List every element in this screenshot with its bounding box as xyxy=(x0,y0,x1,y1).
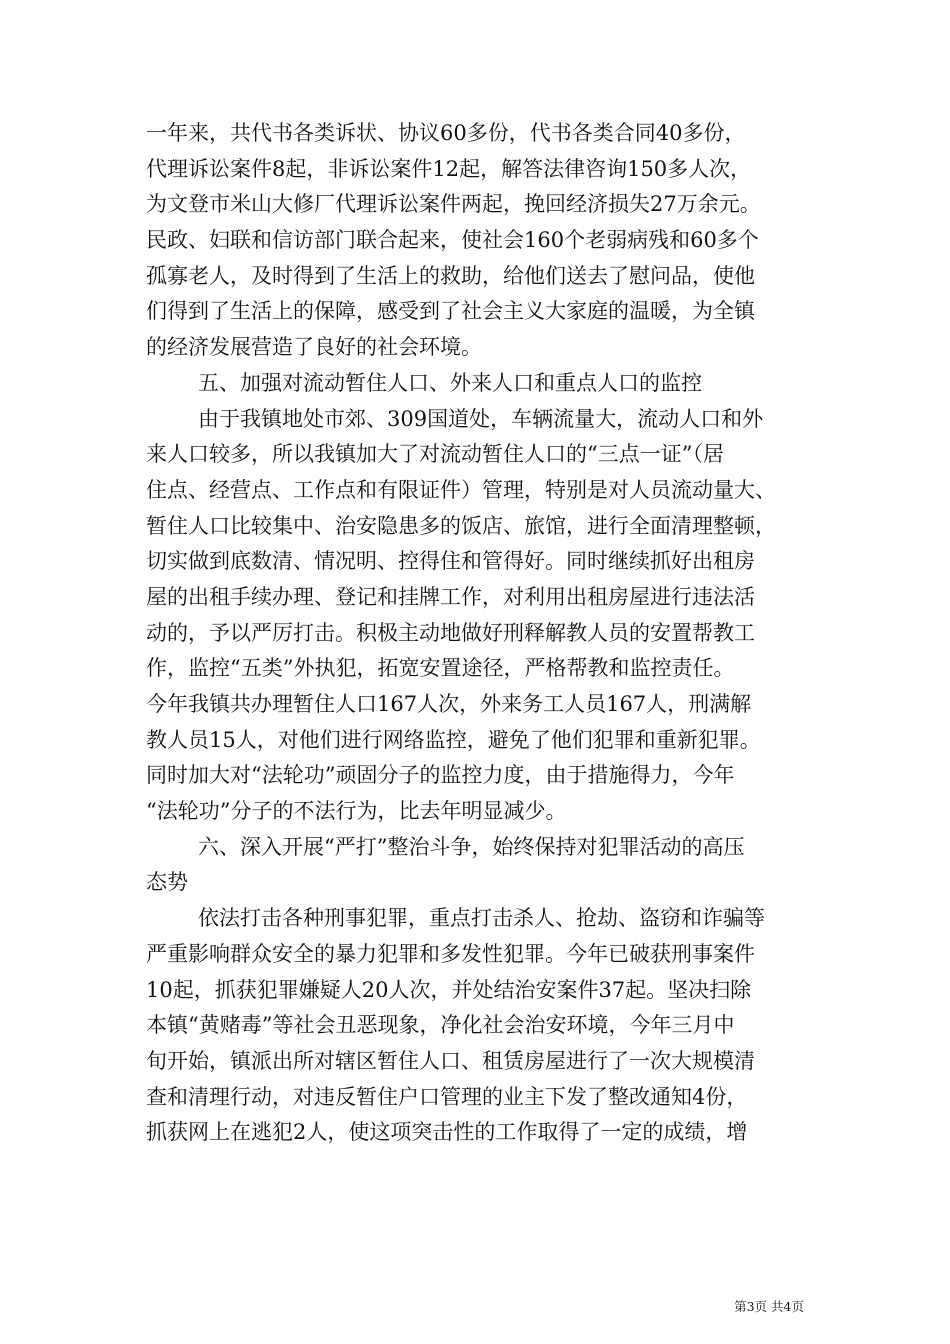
text-line: 为文登市米山大修厂代理诉讼案件两起，挽回经济损失27万余元。 xyxy=(146,192,761,217)
text-line: 10起，抓获犯罪嫌疑人20人次，并处结治安案件37起。坚决扫除 xyxy=(146,977,752,1002)
document-body xyxy=(146,116,822,1151)
text-line: 切实做到底数清、情况明、控得住和管得好。同时继续抓好出租房 xyxy=(146,549,755,574)
text-line: 抓获网上在逃犯2人，使这项突击性的工作取得了一定的成绩，增 xyxy=(146,1120,748,1145)
text-line: “法轮功”分子的不法行为，比去年明显减少。 xyxy=(146,799,567,824)
text-line: 同时加大对“法轮功”顽固分子的监控力度，由于措施得力，今年 xyxy=(146,763,735,788)
text-line: 屋的出租手续办理、登记和挂牌工作，对利用出租房屋进行违法活 xyxy=(146,584,755,609)
text-line: 查和清理行动，对违反暂住户口管理的业主下发了整改通知4份， xyxy=(146,1084,748,1109)
text-line: 民政、妇联和信访部门联合起来，使社会160个老弱病残和60多个 xyxy=(146,228,759,253)
text-line: 住点、经营点、工作点和有限证件）管理，特别是对人员流动量大、 xyxy=(146,477,776,502)
text-line: 旬开始，镇派出所对辖区暂住人口、租赁房屋进行了一次大规模清 xyxy=(146,1048,755,1073)
paragraph-start-line: 由于我镇地处市郊、309国道处，车辆流量大，流动人口和外 xyxy=(198,406,764,431)
text-line: 孤寡老人，及时得到了生活上的救助，给他们送去了慰问品，使他 xyxy=(146,263,755,288)
text-line: 今年我镇共办理暂住人口167人次，外来务工人员167人，刑满解 xyxy=(146,692,752,716)
text-line: 的经济发展营造了良好的社会环境。 xyxy=(146,335,482,360)
text-line: 动的，予以严厉打击。积极主动地做好刑释解教人员的安置帮教工 xyxy=(146,620,755,645)
text-line: 一年来，共代书各类诉状、协议60多份，代书各类合同40多份， xyxy=(146,121,746,145)
paragraph-start-line: 依法打击各种刑事犯罪，重点打击杀人、抢劫、盗窃和诈骗等 xyxy=(198,906,765,931)
text-line: 们得到了生活上的保障，感受到了社会主义大家庭的温暖，为全镇 xyxy=(146,299,755,324)
section-heading-continued: 态势 xyxy=(146,870,188,895)
text-line: 来人口较多，所以我镇加大了对流动暂住人口的“三点一证”（居 xyxy=(146,442,724,467)
page-number: 第3页 共4页 xyxy=(734,1299,804,1314)
text-line: 本镇“黄赌毒”等社会丑恶现象，净化社会治安环境，今年三月中 xyxy=(146,1013,735,1038)
text-line: 教人员15人，对他们进行网络监控，避免了他们犯罪和重新犯罪。 xyxy=(146,727,761,752)
text-line: 暂住人口比较集中、治安隐患多的饭店、旅馆，进行全面清理整顿， xyxy=(146,513,776,538)
text-line: 作，监控“五类”外执犯，拓宽安置途径，严格帮教和监控责任。 xyxy=(146,656,735,681)
section-heading: 五、加强对流动暂住人口、外来人口和重点人口的监控 xyxy=(198,370,702,395)
text-line: 代理诉讼案件8起，非诉讼案件12起，解答法律咨询150多人次， xyxy=(146,156,752,181)
text-line: 严重影响群众安全的暴力犯罪和多发性犯罪。今年已破获刑事案件 xyxy=(146,941,755,966)
section-heading: 六、深入开展“严打”整治斗争，始终保持对犯罪活动的高压 xyxy=(198,834,745,859)
